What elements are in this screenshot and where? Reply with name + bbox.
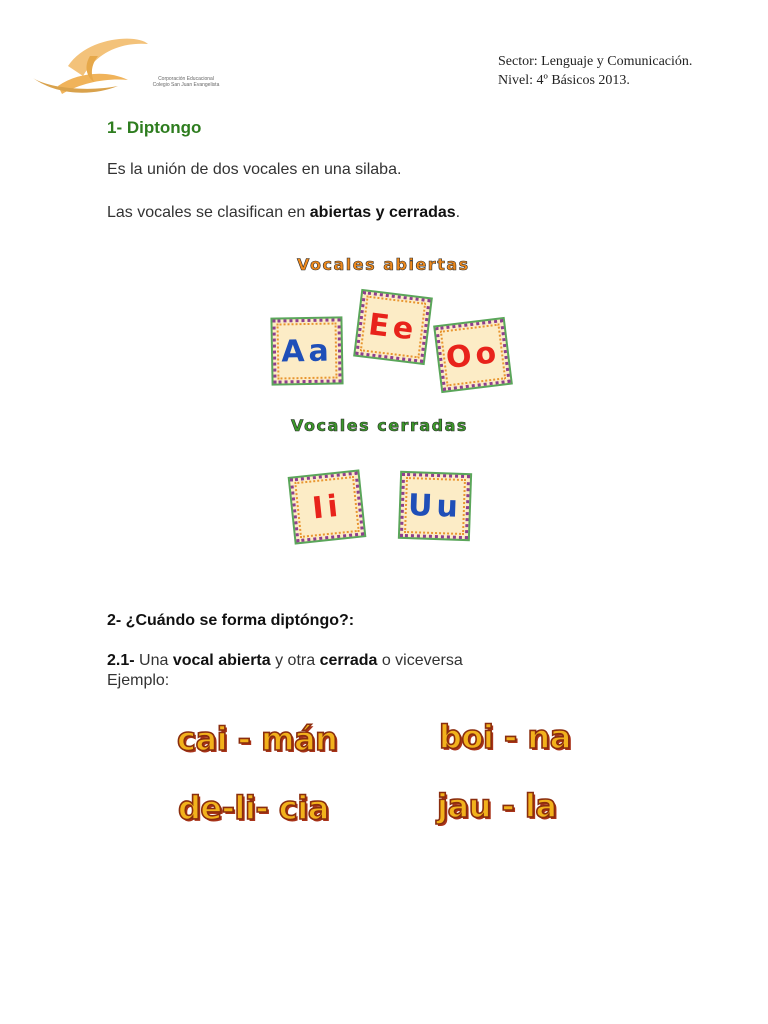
vowel-lower: o [473, 334, 502, 373]
logo-caption [136, 76, 236, 88]
vowel-card-o [435, 319, 510, 391]
diptongo-definition: Es la unión de dos vocales en una silaba. [107, 161, 402, 178]
example-caiman: cai - mán [177, 720, 338, 758]
nivel-label: Nivel: 4º Básicos 2013. [498, 73, 630, 88]
vowel-letters [408, 488, 463, 525]
logo-line-1: Corporación Educacional [158, 76, 214, 82]
open-vowels-title: Vocales abiertas [297, 255, 470, 274]
vowel-card-i [290, 472, 364, 543]
vowel-card-a [272, 318, 341, 383]
closed-vowels-title: Vocales cerradas [291, 416, 468, 435]
classification-sentence [107, 204, 460, 222]
vowel-lower: e [390, 309, 420, 348]
classify-period: . [455, 204, 461, 221]
logo-line-2: Colegio San Juan Evangelista [152, 82, 220, 88]
vowel-lower: a [308, 333, 334, 369]
vowel-letters [311, 488, 344, 526]
rule-text-1: Una [134, 652, 173, 669]
vowel-card-e [355, 291, 430, 363]
rule-sentence [107, 652, 463, 670]
rule-number: 2.1- [107, 652, 135, 669]
vowel-letters [444, 334, 502, 375]
vowel-upper: I [310, 489, 330, 526]
rule-text-2: y otra [270, 652, 320, 669]
vowel-lower: u [435, 488, 463, 525]
sector-label: Sector: Lenguaje y Comunicación. [498, 54, 693, 69]
vowel-letters [281, 333, 333, 369]
vowel-lower: i [325, 488, 344, 525]
example-jaula: jau - la [437, 787, 557, 825]
classify-text: Las vocales se clasifican en [107, 204, 310, 221]
example-delicia: de-li- cia [178, 789, 329, 827]
example-boina: boi - na [439, 718, 571, 756]
vowel-upper: A [280, 333, 309, 369]
rule-bold-1: vocal abierta [172, 652, 271, 669]
header-info [498, 52, 692, 90]
section2-title: 2- ¿Cuándo se forma diptóngo?: [107, 612, 355, 629]
vowel-upper: U [407, 487, 438, 524]
vowel-upper: E [366, 306, 396, 345]
school-logo [28, 36, 228, 116]
section1-title: 1- Diptongo [107, 118, 202, 137]
vowel-upper: O [443, 337, 478, 376]
vowel-card-u [400, 473, 470, 539]
vowel-letters [367, 307, 420, 348]
classify-bold: abiertas y cerradas [309, 204, 456, 221]
example-label: Ejemplo: [107, 672, 170, 689]
rule-text-3: o viceversa [377, 652, 463, 669]
rule-bold-2: cerrada [319, 652, 378, 669]
